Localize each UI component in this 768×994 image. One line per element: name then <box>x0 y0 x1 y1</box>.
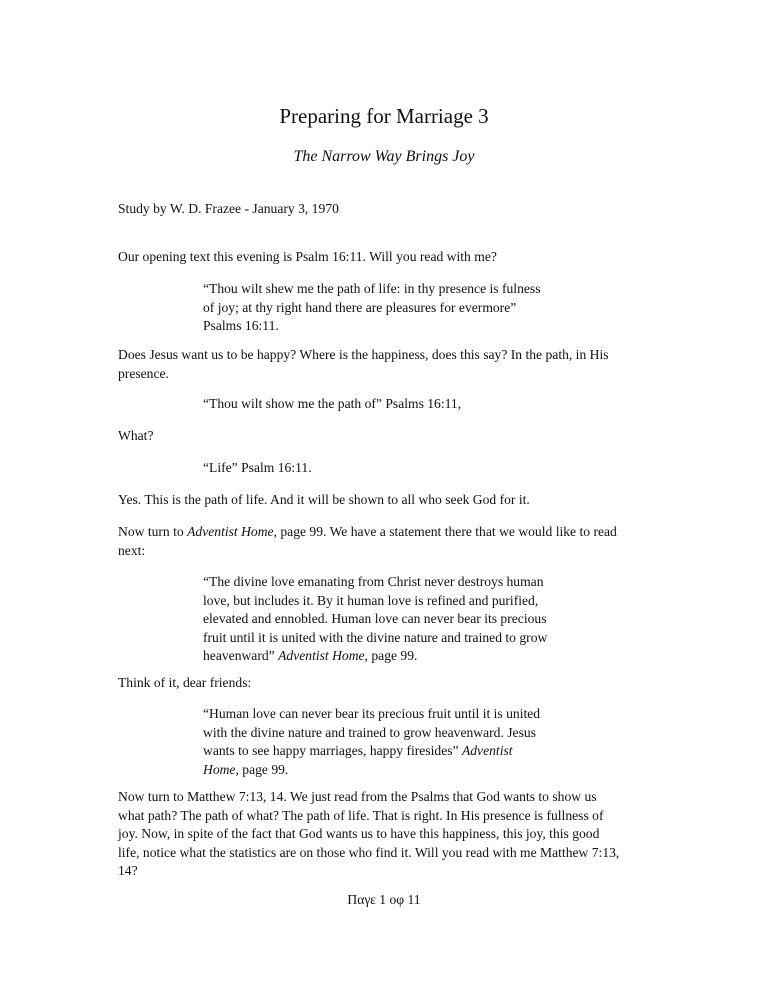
quote-line: “Thou wilt shew me the path of life: in thy presence is fulness <box>203 281 541 296</box>
paragraph-happiness <box>118 346 609 383</box>
quote-line <box>203 761 540 780</box>
book-title: Adventist Home <box>278 648 365 664</box>
quote-psalm-16-11 <box>203 280 541 336</box>
quote-line: “The divine love emanating from Christ never destroys human <box>203 574 544 589</box>
paragraph-line: next: <box>118 542 146 558</box>
paragraph-opening-text: Our opening text this evening is Psalm 16:11. Will you read with me? <box>118 249 497 264</box>
paragraph-line <box>118 523 617 542</box>
quote-path-of: “Thou wilt show me the path of” Psalms 16:11, <box>203 396 462 411</box>
quote-line: “Human love can never bear its precious fruit until it is united <box>203 706 541 721</box>
quote-line: Psalms 16:11. <box>203 318 279 334</box>
paragraph-matthew <box>118 788 619 881</box>
byline: Study by W. D. Frazee - January 3, 1970 <box>118 201 339 216</box>
paragraph-what: What? <box>118 428 154 443</box>
quote-line: love, but includes it. By it human love is refined and purified, <box>203 592 539 608</box>
document-subtitle: The Narrow Way Brings Joy <box>293 148 475 165</box>
text-run: Now turn to <box>118 524 188 539</box>
quote-line: with the divine nature and trained to grow heavenward. Jesus <box>203 724 536 740</box>
book-title: Adventist <box>461 743 513 759</box>
text-run: , page 99. <box>235 761 289 777</box>
quote-divine-love <box>203 573 547 666</box>
quote-line <box>203 742 540 761</box>
book-title: Home <box>203 761 236 777</box>
paragraph-line: what path? The path of what? The path of life. That is right. In His presence is fullness of <box>118 807 604 823</box>
paragraph-line: Does Jesus want us to be happy? Where is the happiness, does this say? In the path, in His <box>118 347 609 362</box>
quote-life: “Life” Psalm 16:11. <box>203 460 312 475</box>
paragraph-adventist-home <box>118 523 617 560</box>
text-run: wants to see happy marriages, happy firesides” <box>203 743 462 759</box>
text-run: , page 99. We have a statement there that we would like to read <box>273 524 617 539</box>
text-run: , page 99. <box>364 648 418 664</box>
paragraph-path-of-life: Yes. This is the path of life. And it will be shown to all who seek God for it. <box>118 492 530 507</box>
paragraph-line: presence. <box>118 365 169 381</box>
paragraph-line: life, notice what the statistics are on those who find it. Will you read with me Matthew 7:13, <box>118 844 620 860</box>
paragraph-line: 14? <box>118 863 138 879</box>
paragraph-line: joy. Now, in spite of the fact that God wants us to have this happiness, this joy, this good <box>118 826 600 842</box>
paragraph-think-of-it: Think of it, dear friends: <box>118 675 252 690</box>
quote-line: elevated and ennobled. Human love can never bear its precious <box>203 611 547 627</box>
text-run: heavenward” <box>203 648 279 664</box>
quote-line: of joy; at thy right hand there are pleasures for evermore” <box>203 299 517 315</box>
quote-line <box>203 647 547 666</box>
quote-human-love <box>203 705 540 779</box>
quote-line: fruit until it is united with the divine nature and trained to grow <box>203 629 548 645</box>
page-footer: Παγε 1 οφ 11 <box>347 892 421 907</box>
paragraph-line: Now turn to Matthew 7:13, 14. We just read from the Psalms that God wants to show us <box>118 789 597 804</box>
book-title: Adventist Home <box>187 524 274 539</box>
document-title: Preparing for Marriage 3 <box>279 104 489 128</box>
